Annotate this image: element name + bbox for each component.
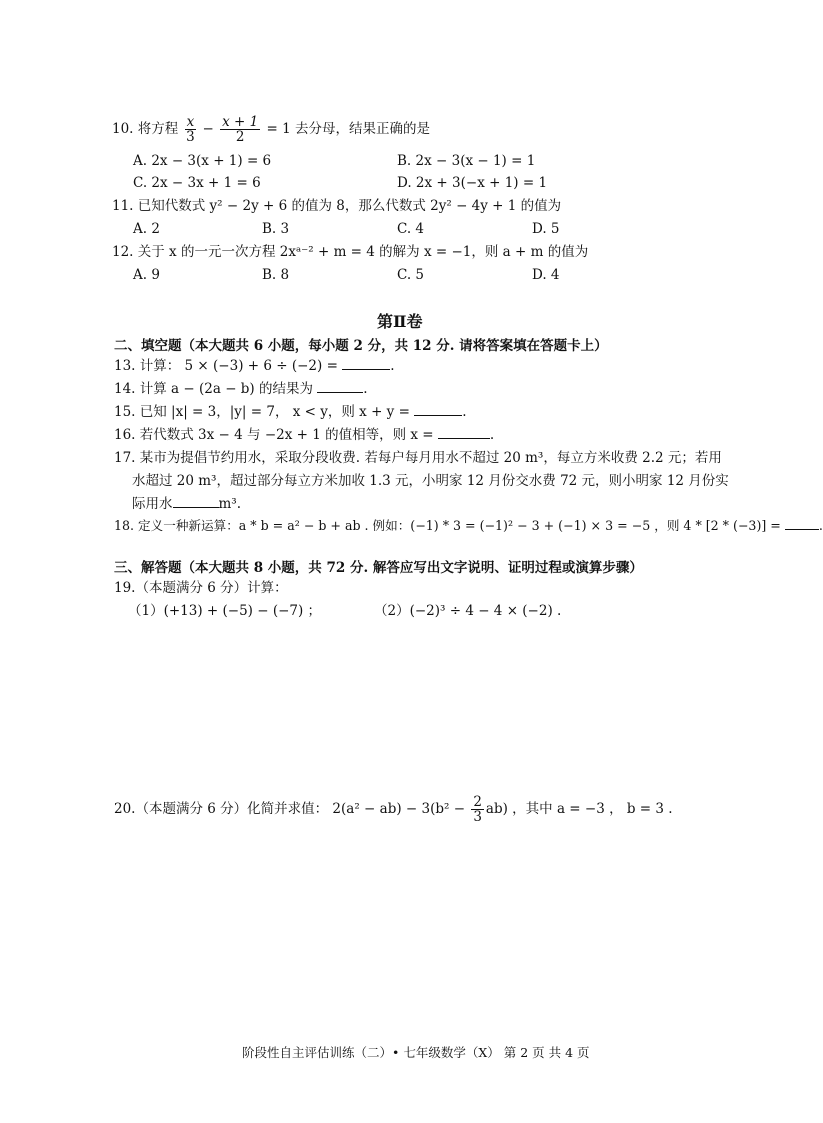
q12-option-c: C. 5 (397, 267, 425, 283)
q11-option-a: A. 2 (133, 221, 160, 237)
question-17-line-1: 17. 某市为提倡节约用水，采取分段收费. 若每户每月用水不超过 20 m³，每立方米收费 2.2 元；若用 (114, 450, 722, 466)
q10-option-c: C. 2x − 3x + 1 = 6 (133, 175, 261, 191)
q10-option-d: D. 2x + 3(−x + 1) = 1 (397, 175, 548, 191)
part-2-title: 第Ⅱ卷 (377, 312, 423, 331)
answer-blank (317, 380, 363, 393)
page-footer: 阶段性自主评估训练（二）• 七年级数学（X） 第 2 页 共 4 页 (242, 1045, 590, 1060)
q11-option-b: B. 3 (262, 221, 290, 237)
q12-option-b: B. 8 (262, 267, 290, 283)
question-18: 18. 定义一种新运算：a * b = a² − b + ab . 例如：(−1) * 3 = (−1)² − 3 + (−1) × 3 = −5 ，则 4 * [2 * (−3)] = . (114, 518, 823, 533)
question-17-line-2: 水超过 20 m³，超过部分每立方米加收 1.3 元，小明家 12 月份交水费 72 元，则小明家 12 月份实 (132, 473, 729, 489)
q10-option-b: B. 2x − 3(x − 1) = 1 (397, 153, 536, 169)
answer-blank (173, 495, 219, 508)
fill-in-section-header: 二、填空题（本大题共 6 小题，每小题 2 分，共 12 分. 请将答案填在答题卡上） (114, 338, 608, 354)
question-13: 13. 计算： 5 × (−3) + 6 ÷ (−2) = . (114, 358, 395, 374)
q12-option-d: D. 4 (532, 267, 560, 283)
answer-blank (342, 357, 390, 370)
question-17-line-3: 际用水 m³. (132, 496, 242, 512)
answer-blank (414, 403, 462, 416)
answer-blank (438, 426, 490, 439)
q11-option-d: D. 5 (532, 221, 560, 237)
question-12-stem: 12. 关于 x 的一元一次方程 2xᵃ⁻² + m = 4 的解为 x = −1，则 a + m 的值为 (112, 244, 589, 260)
question-11-stem: 11. 已知代数式 y² − 2y + 6 的值为 8，那么代数式 2y² − 4y + 1 的值为 (112, 198, 562, 214)
fraction-x-plus-1-over-2: $\frac{x + 1}{2}$ (222, 114, 259, 145)
question-15: 15. 已知 |x| = 3，|y| = 7， x < y，则 x + y = . (114, 404, 467, 420)
q10-option-a: A. 2x − 3(x + 1) = 6 (133, 153, 272, 169)
q12-option-a: A. 9 (133, 267, 160, 283)
fraction-x-over-3: $\frac{x}{3}$ (186, 114, 195, 145)
q11-option-c: C. 4 (397, 221, 425, 237)
question-16: 16. 若代数式 3x − 4 与 −2x + 1 的值相等，则 x = . (114, 427, 495, 443)
question-19-part-2: （2）(−2)³ ÷ 4 − 4 × (−2) . (374, 603, 562, 619)
question-20: 20.（本题满分 6 分）化简并求值： 2(a² − ab) − 3(b² − $\frac{2}{3}$ ab) ，其中 a = −3 ， b = 3 . (114, 794, 673, 825)
fraction-2-over-3: $\frac{2}{3}$ (473, 794, 482, 825)
solve-section-header: 三、解答题（本大题共 8 小题，共 72 分. 解答应写出文字说明、证明过程或演算步骤） (114, 560, 643, 576)
answer-blank (785, 517, 819, 530)
question-10-stem: 10. 将方程 $\frac{x}{3}$ − $\frac{x + 1}{2}$ = 1 去分母，结果正确的是 (112, 114, 430, 145)
question-19-stem: 19.（本题满分 6 分）计算： (114, 580, 288, 596)
question-14: 14. 计算 a − (2a − b) 的结果为 . (114, 381, 368, 397)
question-19-part-1: （1）(+13) + (−5) − (−7) ； (128, 603, 322, 619)
